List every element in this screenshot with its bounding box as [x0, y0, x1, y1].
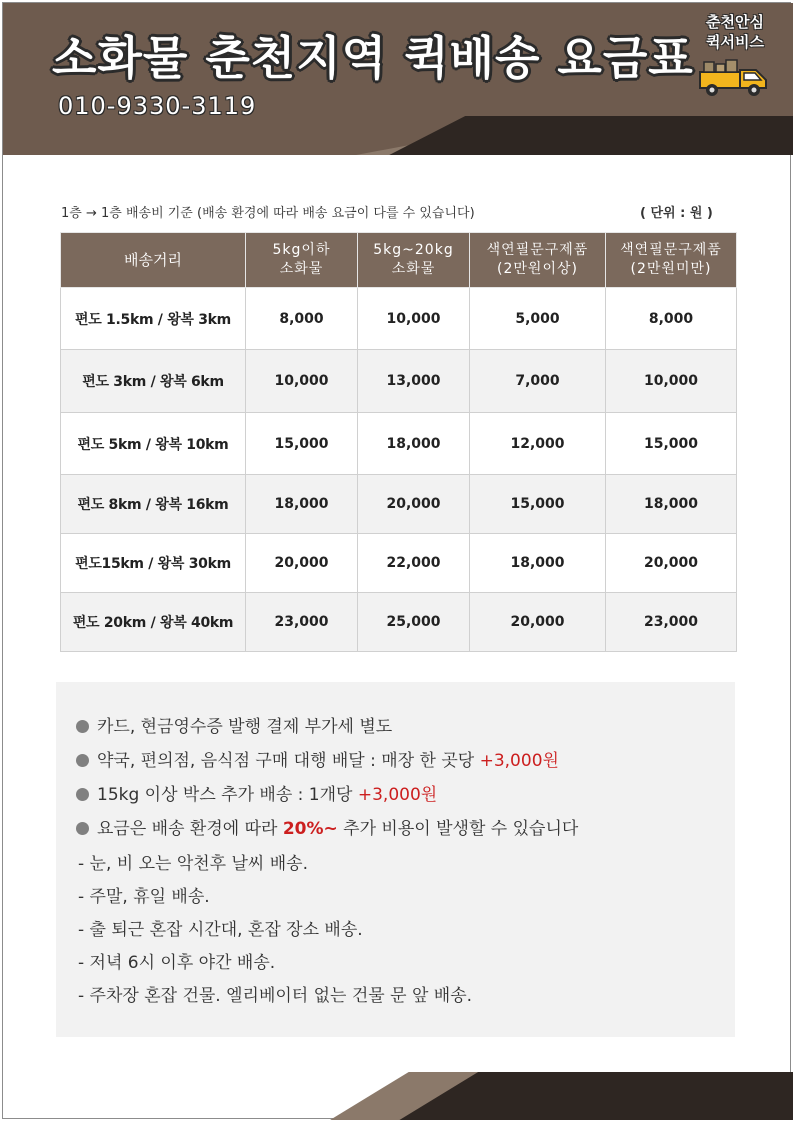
unit-note: ( 단위 : 원 ) — [640, 206, 713, 221]
note-card-vat — [76, 712, 392, 737]
header-label: 배송거리 — [124, 250, 182, 269]
header-label: 5kg~20kg — [373, 242, 454, 258]
price-cell: 20,000 — [606, 534, 737, 593]
bullet-icon — [76, 720, 89, 733]
price-cell: 20,000 — [470, 593, 606, 652]
price-cell: 18,000 — [470, 534, 606, 593]
price-cell: 15,000 — [246, 413, 358, 475]
header-sublabel: (2만원이상) — [497, 261, 578, 277]
header-label: 색연필문구제품 — [486, 242, 589, 258]
table-row — [61, 534, 737, 593]
price-cell: 20,000 — [246, 534, 358, 593]
distance-cell: 편도 8km / 왕복 16km — [61, 475, 246, 534]
price-cell: 10,000 — [246, 350, 358, 413]
note-box-delivery — [76, 780, 437, 805]
table-header-row — [61, 233, 737, 288]
truck-icon — [698, 58, 770, 100]
header-sublabel: 소화물 — [391, 261, 436, 277]
price-cell: 12,000 — [470, 413, 606, 475]
header-label: 5kg이하 — [272, 242, 331, 258]
header-stationery-over-20k — [470, 233, 606, 288]
price-cell: 10,000 — [606, 350, 737, 413]
sub-note-weekend: - 주말, 휴일 배송. — [78, 887, 210, 907]
price-cell: 22,000 — [358, 534, 470, 593]
distance-cell: 편도 5km / 왕복 10km — [61, 413, 246, 475]
note-purchase-delivery — [76, 746, 559, 771]
price-cell: 13,000 — [358, 350, 470, 413]
price-cell: 23,000 — [606, 593, 737, 652]
price-cell: 8,000 — [606, 288, 737, 350]
header-label: 색연필문구제품 — [620, 242, 722, 258]
page-title: 소화물 춘천지역 퀵배송 요금표 — [52, 31, 694, 85]
note-text: 추가 비용이 발생할 수 있습니다 — [337, 819, 579, 839]
note-text: 약국, 편의점, 음식점 구매 대행 배달 : 매장 한 곳당 — [97, 751, 480, 771]
price-cell: 18,000 — [606, 475, 737, 534]
price-cell: 7,000 — [470, 350, 606, 413]
distance-cell: 편도 20km / 왕복 40km — [61, 593, 246, 652]
header-stationery-under-20k — [606, 233, 737, 288]
note-text: 카드, 현금영수증 발행 결제 부가세 별도 — [97, 717, 393, 737]
phone-number: 010-9330-3119 — [58, 92, 257, 120]
price-cell: 20,000 — [358, 475, 470, 534]
note-text: 15kg 이상 박스 추가 배송 : 1개당 — [97, 785, 358, 805]
notes-box — [56, 682, 735, 1037]
distance-cell: 편도 1.5km / 왕복 3km — [61, 288, 246, 350]
note-surcharge: +3,000원 — [479, 751, 559, 771]
sub-note-rush-hour: - 출 퇴근 혼잡 시간대, 혼잡 장소 배송. — [78, 920, 363, 940]
price-cell: 18,000 — [246, 475, 358, 534]
table-row — [61, 413, 737, 475]
brand-line-2: 퀵서비스 — [706, 33, 764, 51]
header-sublabel: (2만원미만) — [630, 261, 712, 277]
note-percentage: 20%~ — [282, 819, 338, 839]
price-cell: 8,000 — [246, 288, 358, 350]
price-cell: 25,000 — [358, 593, 470, 652]
table-row — [61, 593, 737, 652]
sub-note-night: - 저녁 6시 이후 야간 배송. — [78, 953, 276, 973]
distance-cell: 편도15km / 왕복 30km — [61, 534, 246, 593]
note-text: 요금은 배송 환경에 따라 — [97, 819, 283, 839]
price-cell: 10,000 — [358, 288, 470, 350]
rate-table — [60, 232, 737, 652]
distance-cell: 편도 3km / 왕복 6km — [61, 350, 246, 413]
note-surcharge: +3,000원 — [357, 785, 438, 805]
price-cell: 5,000 — [470, 288, 606, 350]
header-sublabel: 소화물 — [279, 261, 324, 277]
bullet-icon — [76, 822, 89, 835]
table-row — [61, 350, 737, 413]
note-extra-charge — [76, 814, 578, 839]
header-distance — [61, 233, 246, 288]
price-cell: 15,000 — [606, 413, 737, 475]
price-cell: 15,000 — [470, 475, 606, 534]
table-row — [61, 288, 737, 350]
table-row — [61, 475, 737, 534]
header-under-5kg — [246, 233, 358, 288]
sub-note-weather: - 눈, 비 오는 악천후 날씨 배송. — [78, 854, 309, 874]
brand-line-1: 춘천안심 — [706, 13, 764, 31]
bullet-icon — [76, 788, 89, 801]
sub-note-building: - 주차장 혼잡 건물. 엘리베이터 없는 건물 문 앞 배송. — [78, 986, 473, 1006]
bullet-icon — [76, 754, 89, 767]
pricing-basis-caption: 1층 → 1층 배송비 기준 (배송 환경에 따라 배송 요금이 다를 수 있습니다) — [61, 206, 475, 221]
price-cell: 23,000 — [246, 593, 358, 652]
brand-logo-text — [690, 12, 780, 52]
price-cell: 18,000 — [358, 413, 470, 475]
header-5-20kg — [358, 233, 470, 288]
